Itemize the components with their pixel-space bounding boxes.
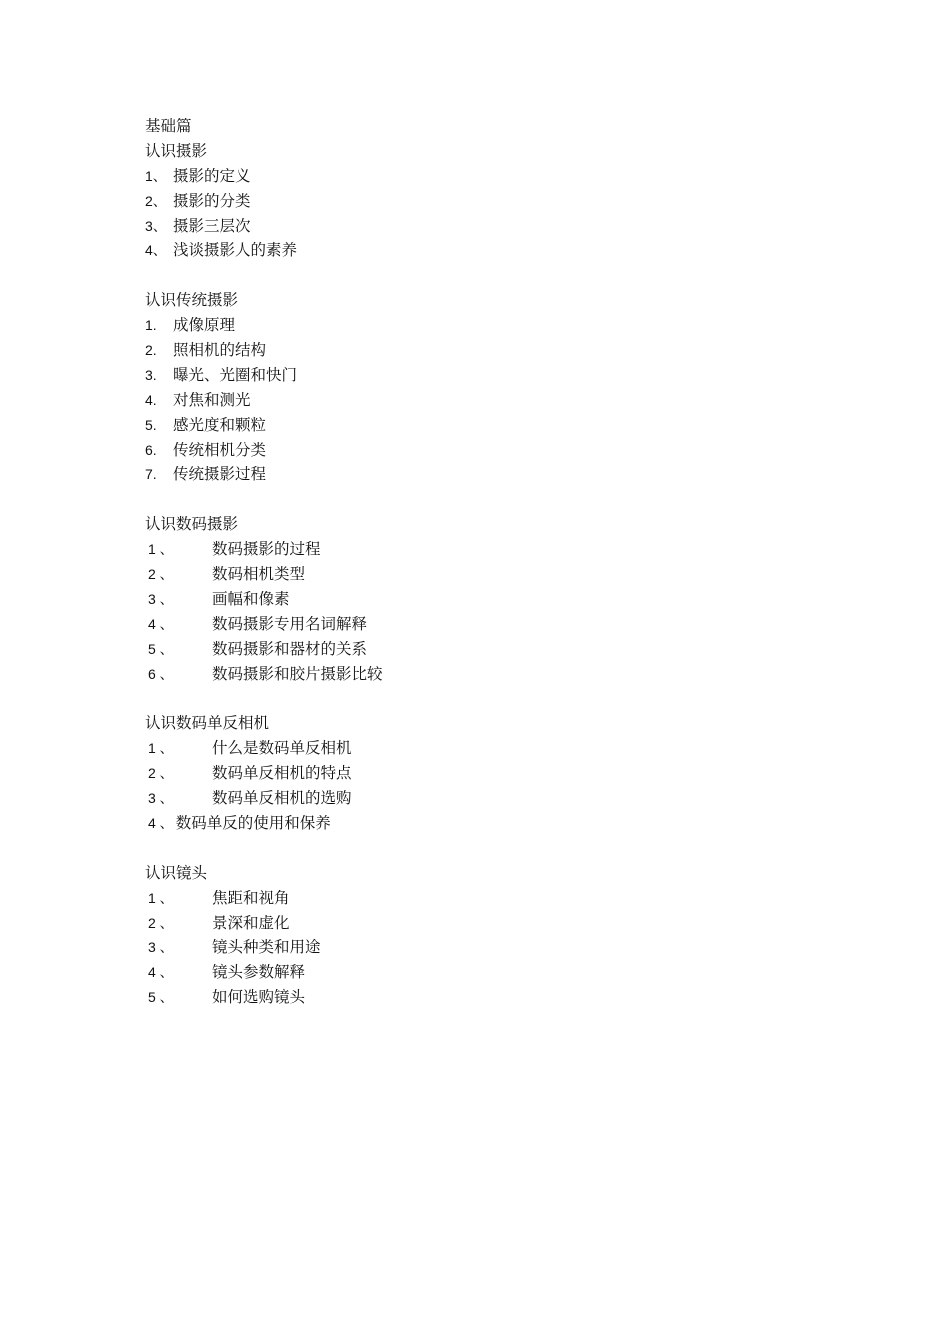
item-text: 数码摄影的过程 <box>212 540 321 559</box>
item-number: 4 、 <box>148 814 174 831</box>
item-text: 数码摄影和器材的关系 <box>212 639 368 658</box>
item-text: 照相机的结构 <box>173 341 267 360</box>
spacer <box>145 686 845 711</box>
item-text: 摄影三层次 <box>173 216 251 235</box>
list-item <box>145 637 845 662</box>
spacer <box>145 836 845 861</box>
section-heading: 认识镜头 <box>145 863 208 882</box>
item-text: 景深和虚化 <box>212 913 290 932</box>
list-item <box>145 612 845 637</box>
list-item <box>145 313 845 338</box>
item-number: 1 、 <box>148 740 174 757</box>
item-text: 曝光、光圈和快门 <box>173 365 298 384</box>
list-item <box>145 438 845 463</box>
list-item <box>145 238 845 263</box>
item-number: 5 、 <box>148 989 174 1006</box>
list-item <box>145 811 845 836</box>
item-number: 6 、 <box>148 665 174 682</box>
item-number: 5. <box>145 416 157 433</box>
list-item <box>145 164 845 189</box>
section-photography <box>145 139 845 263</box>
item-text: 数码单反相机的选购 <box>212 789 352 808</box>
spacer <box>145 263 845 288</box>
list-item <box>145 662 845 687</box>
list-item <box>145 462 845 487</box>
section-dslr <box>145 711 845 835</box>
section-lens <box>145 861 845 1010</box>
item-text: 成像原理 <box>173 316 236 335</box>
item-number: 1、 <box>145 167 167 184</box>
section-digital-photography <box>145 512 845 686</box>
item-text: 浅谈摄影人的素养 <box>173 241 298 260</box>
item-text: 摄影的分类 <box>173 191 251 210</box>
item-text: 如何选购镜头 <box>212 988 306 1007</box>
list-item <box>145 562 845 587</box>
item-number: 2 、 <box>148 566 174 583</box>
item-number: 3. <box>145 366 157 383</box>
list-item <box>145 960 845 985</box>
item-text: 数码相机类型 <box>212 565 306 584</box>
item-number: 2 、 <box>148 914 174 931</box>
spacer <box>145 487 845 512</box>
item-text: 传统摄影过程 <box>173 465 267 484</box>
item-number: 2、 <box>145 192 167 209</box>
list-item <box>145 413 845 438</box>
item-text: 数码摄影专用名词解释 <box>212 614 368 633</box>
item-number: 7. <box>145 466 157 483</box>
item-number: 4 、 <box>148 964 174 981</box>
item-text: 数码摄影和胶片摄影比较 <box>212 664 383 683</box>
item-text: 传统相机分类 <box>173 440 267 459</box>
item-number: 1. <box>145 317 157 334</box>
list-item <box>145 214 845 239</box>
section-heading: 认识数码单反相机 <box>145 714 270 733</box>
item-number: 1 、 <box>148 541 174 558</box>
item-number: 4、 <box>145 242 167 259</box>
item-text: 什么是数码单反相机 <box>212 739 352 758</box>
item-number: 6. <box>145 441 157 458</box>
item-number: 3 、 <box>148 790 174 807</box>
list-item <box>145 736 845 761</box>
list-item <box>145 338 845 363</box>
item-number: 1 、 <box>148 889 174 906</box>
list-item <box>145 985 845 1010</box>
list-item <box>145 537 845 562</box>
document-title: 基础篇 <box>145 117 192 135</box>
item-number: 3 、 <box>148 590 174 607</box>
item-number: 4. <box>145 391 157 408</box>
item-number: 3、 <box>145 217 167 234</box>
list-item <box>145 189 845 214</box>
item-number: 3 、 <box>148 939 174 956</box>
list-item <box>145 935 845 960</box>
item-text: 摄影的定义 <box>173 166 251 185</box>
item-number: 5 、 <box>148 640 174 657</box>
list-item <box>145 363 845 388</box>
list-item <box>145 911 845 936</box>
item-text: 画幅和像素 <box>212 589 290 608</box>
item-text: 焦距和视角 <box>212 888 290 907</box>
section-traditional-photography <box>145 288 845 487</box>
list-item <box>145 587 845 612</box>
list-item <box>145 786 845 811</box>
section-heading: 认识数码摄影 <box>145 515 239 534</box>
item-text: 数码单反相机的特点 <box>212 764 352 783</box>
item-text: 感光度和颗粒 <box>173 415 267 434</box>
item-number: 2 、 <box>148 765 174 782</box>
item-text: 数码单反的使用和保养 <box>175 813 331 832</box>
section-heading: 认识传统摄影 <box>145 291 239 310</box>
item-text: 镜头参数解释 <box>212 963 306 982</box>
item-text: 对焦和测光 <box>173 390 251 409</box>
document-page <box>145 114 845 1010</box>
list-item <box>145 388 845 413</box>
item-number: 4 、 <box>148 615 174 632</box>
list-item <box>145 761 845 786</box>
item-text: 镜头种类和用途 <box>212 938 321 957</box>
section-heading: 认识摄影 <box>145 141 208 160</box>
item-number: 2. <box>145 342 157 359</box>
list-item <box>145 886 845 911</box>
